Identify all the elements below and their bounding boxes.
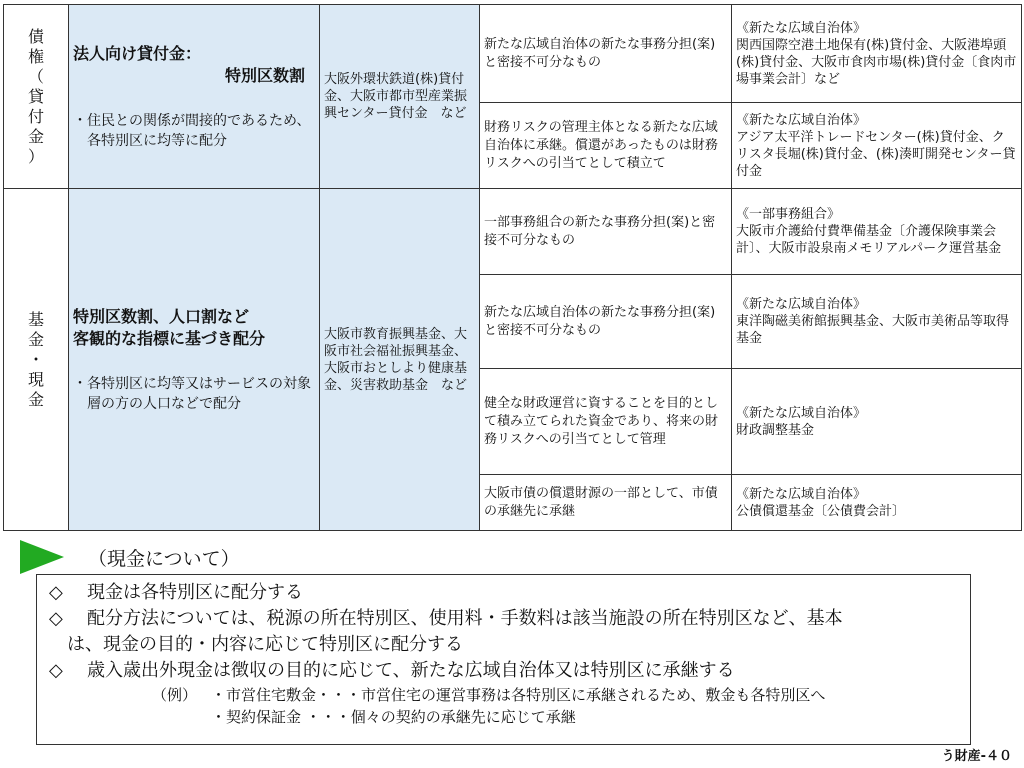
policy-text: 現金は各特別区に配分する [87, 582, 303, 603]
method-title [73, 43, 315, 87]
description-cell: 大阪市債の償還財源の一部として、市債の承継先に承継 [480, 475, 732, 531]
cash-section-header [20, 540, 240, 574]
successor-line: 公債償還基金〔公債費会計〕 [736, 503, 906, 519]
category-cell-funds-cash [4, 189, 69, 531]
category-char: （ [27, 66, 44, 86]
successor-text [736, 20, 1017, 88]
policy-item [47, 606, 960, 632]
policy-text: 配分方法については、税源の所在特別区、使用料・手数料は該当施設の所在特別区など、基本 [87, 608, 843, 629]
successor-text [736, 486, 1017, 520]
successor-cell [732, 475, 1022, 531]
category-char: 金 [27, 329, 44, 349]
description-cell: 一部事務組合の新たな事務分担(案)と密接不可分なもの [480, 189, 732, 275]
successor-line: 《新たな広域自治体》 [736, 112, 867, 128]
policy-text: は、現金の目的・内容に応じて特別区に配分する [67, 634, 463, 655]
policy-text: 歳入歳出外現金は徴収の目的に応じて、新たな広域自治体又は特別区に承継する [87, 660, 735, 681]
method-title-line: 特別区数割、人口割など [73, 306, 250, 326]
method-title [73, 306, 315, 350]
category-label [28, 310, 44, 410]
successor-line: 大阪市介護給付費準備基金〔介護保険事業会計〕、大阪市設泉南メモリアルパーク運営基金 [736, 224, 1002, 256]
table-row [4, 189, 1022, 275]
successor-line: 《新たな広域自治体》 [736, 297, 867, 312]
successor-cell [732, 5, 1022, 103]
successor-line: 《新たな広域自治体》 [736, 486, 867, 502]
property-allocation-table [3, 4, 1022, 531]
successor-cell [732, 369, 1022, 475]
category-cell-loans [4, 5, 69, 189]
category-char: ・ [27, 349, 44, 369]
description-cell: 財務リスクの管理主体となる新たな広域自治体に承継。償還があったものは財務リスクへの引当てとして積立て [480, 103, 732, 189]
policy-item-continued [47, 632, 960, 658]
diamond-icon: ◇ [49, 608, 63, 629]
method-cell [69, 189, 320, 531]
category-char: 債 [27, 26, 44, 46]
example-block [47, 684, 960, 728]
successor-line: 《新たな広域自治体》 [736, 405, 867, 421]
category-char: 現 [27, 369, 44, 389]
example-label: （例） [151, 686, 197, 704]
method-title-line: 特別区数割 [224, 65, 305, 85]
category-label [28, 27, 44, 167]
method-note: ・各特別区に均等又はサービスの対象層の方の人口などで配分 [73, 375, 311, 412]
successor-line: 《新たな広域自治体》 [736, 20, 867, 36]
successor-line: アジア太平洋トレードセンター(株)貸付金、クリスタ長堀(株)貸付金、(株)湊町開発センター貸付金 [736, 129, 1016, 179]
description-cell: 新たな広域自治体の新たな事務分担(案)と密接不可分なもの [480, 275, 732, 369]
description-cell: 新たな広域自治体の新たな事務分担(案)と密接不可分なもの [480, 5, 732, 103]
page-number: う財産-４０ [941, 749, 1012, 764]
method-cell [69, 5, 320, 189]
diamond-icon: ◇ [49, 660, 63, 681]
category-char: 権 [27, 46, 44, 66]
category-char: 付 [27, 106, 44, 126]
category-char: ） [27, 146, 44, 166]
successor-line: 関西国際空港土地保有(株)貸付金、大阪港埠頭(株)貸付金、大阪市食肉市場(株)貸付金〔食肉市場事業会計〕など [736, 37, 1017, 87]
successor-cell [732, 103, 1022, 189]
successor-line: 財政調整基金 [736, 422, 815, 438]
triangle-arrow-icon [20, 540, 64, 574]
successor-cell [732, 275, 1022, 369]
description-cell: 健全な財政運営に資することを目的として積み立てられた資金であり、将来の財務リスクへの引当てとして管理 [480, 369, 732, 475]
successor-cell [732, 189, 1022, 275]
policy-item [47, 658, 960, 684]
example-line: ・市営住宅敷金・・・市営住宅の運営事務は各特別区に承継されるため、敷金も各特別区へ [211, 686, 826, 704]
category-char: 貸 [27, 86, 44, 106]
section-title: （現金について） [88, 547, 240, 570]
diamond-icon: ◇ [49, 582, 63, 603]
policy-item [47, 580, 960, 606]
successor-line: 《一部事務組合》 [736, 207, 841, 222]
method-title-line: 法人向け貸付金： [73, 43, 202, 63]
method-title-line: 客観的な指標に基づき配分 [73, 328, 266, 348]
successor-text [736, 296, 1017, 347]
successor-text [736, 206, 1017, 257]
category-char: 金 [27, 389, 44, 409]
method-note: ・住民との関係が間接的であるため、各特別区に均等に配分 [73, 112, 311, 149]
example-line: ・契約保証金 ・・・個々の契約の承継先に応じて承継 [211, 708, 576, 726]
examples-cell: 大阪外環状鉄道(株)貸付金、大阪市都市型産業振興センター貸付金 など [320, 5, 480, 189]
examples-cell: 大阪市教育振興基金、大阪市社会福祉振興基金、大阪市おとしより健康基金、災害救助基金 など [320, 189, 480, 531]
cash-policy-box [36, 574, 971, 745]
category-char: 金 [27, 126, 44, 146]
table-row [4, 5, 1022, 103]
successor-line: 東洋陶磁美術館振興基金、大阪市美術品等取得基金 [736, 314, 1010, 346]
successor-text [736, 405, 1017, 439]
category-char: 基 [27, 309, 44, 329]
successor-text [736, 112, 1017, 180]
